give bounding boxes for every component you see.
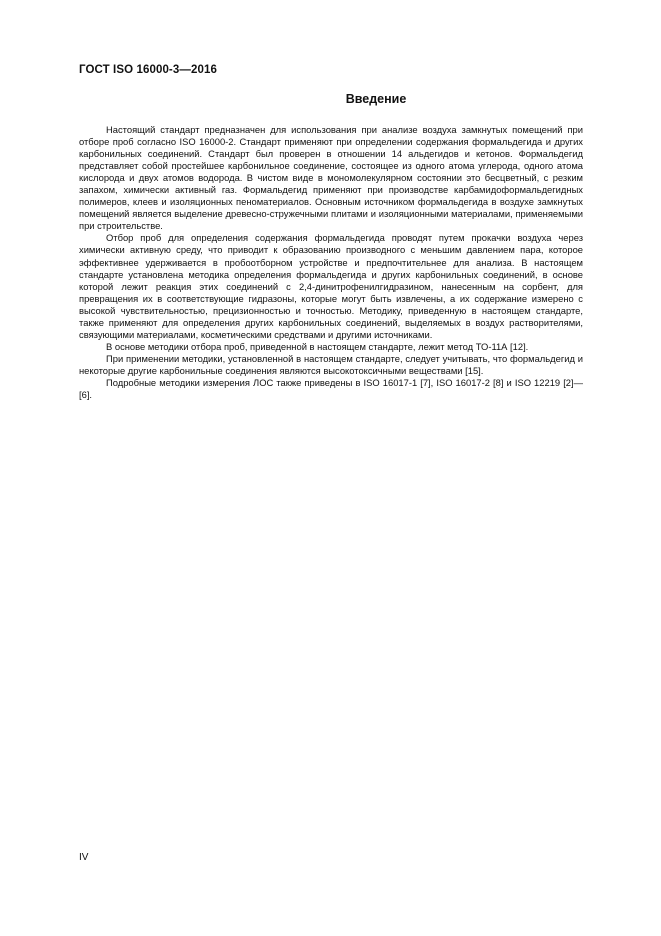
paragraph: В основе методики отбора проб, приведенной в настоящем стандарте, лежит метод ТО-11А [12]. xyxy=(106,340,529,352)
paragraph: Отбор проб для определения содержания формальдегида проводят путем прокачки воздуха через химически активную среду, что приводит к образованию производного с меньшим давлением пара, которое эффективнее удерживается в пробоотборном устройстве и предпочтительнее для анализа. В настоящем стандарте установлена методика определения формальдегида и других карбонильных соединений, в основе которой лежит реакция этих соединений с 2,4-динитрофенилгидразином, нанесенным на сорбент, для превращения их в соответствующие гидразоны, которые могут быть извлечены, а их содержание измерено с высокой чувствительностью, прецизионностью и точностью. Методику, приведенную в настоящем стандарте, также применяют для определения других карбонильных соединений, выделяемых в воздух растворителями, связующими материалами, косметическими средствами и другими источниками. xyxy=(79,232,583,340)
section-title-wrapper xyxy=(79,92,583,106)
document-header: ГОСТ ISO 16000-3—2016 xyxy=(79,64,217,76)
paragraph: При применении методики, установленной в настоящем стандарте, следует учитывать, что формальдегид и некоторые другие карбонильные соединения являются высокотоксичными веществами [15]. xyxy=(79,352,583,376)
page-number: IV xyxy=(79,852,89,863)
introduction-body xyxy=(79,124,583,401)
paragraph: Настоящий стандарт предназначен для использования при анализе воздуха замкнутых помещений при отборе проб согласно ISO 16000-2. Стандарт применяют при определении содержания формальдегида и других карбонильных соединений. Стандарт был проверен в отношении 14 альдегидов и кетонов. Формальдегид представляет собой простейшее карбонильное соединение, состоящее из одного атома углерода, одного атома кислорода и двух атомов водорода. В чистом виде в мономолекулярном состоянии это бесцветный, с резким запахом, химически активный газ. Формальдегид применяют при производстве карбамидоформальдегидных полимеров, клеев и изоляционных пеноматериалов. Основным источником формальдегида в воздухе замкнутых помещений является выделение древесно-стружечными плитами и изоляционными материалами, применяемыми при строительстве. xyxy=(79,124,583,232)
paragraph: Подробные методики измерения ЛОС также приведены в ISO 16017-1 [7], ISO 16017-2 [8] и ISO 12219 [2]—[6]. xyxy=(79,376,583,401)
section-title: Введение xyxy=(345,92,407,106)
